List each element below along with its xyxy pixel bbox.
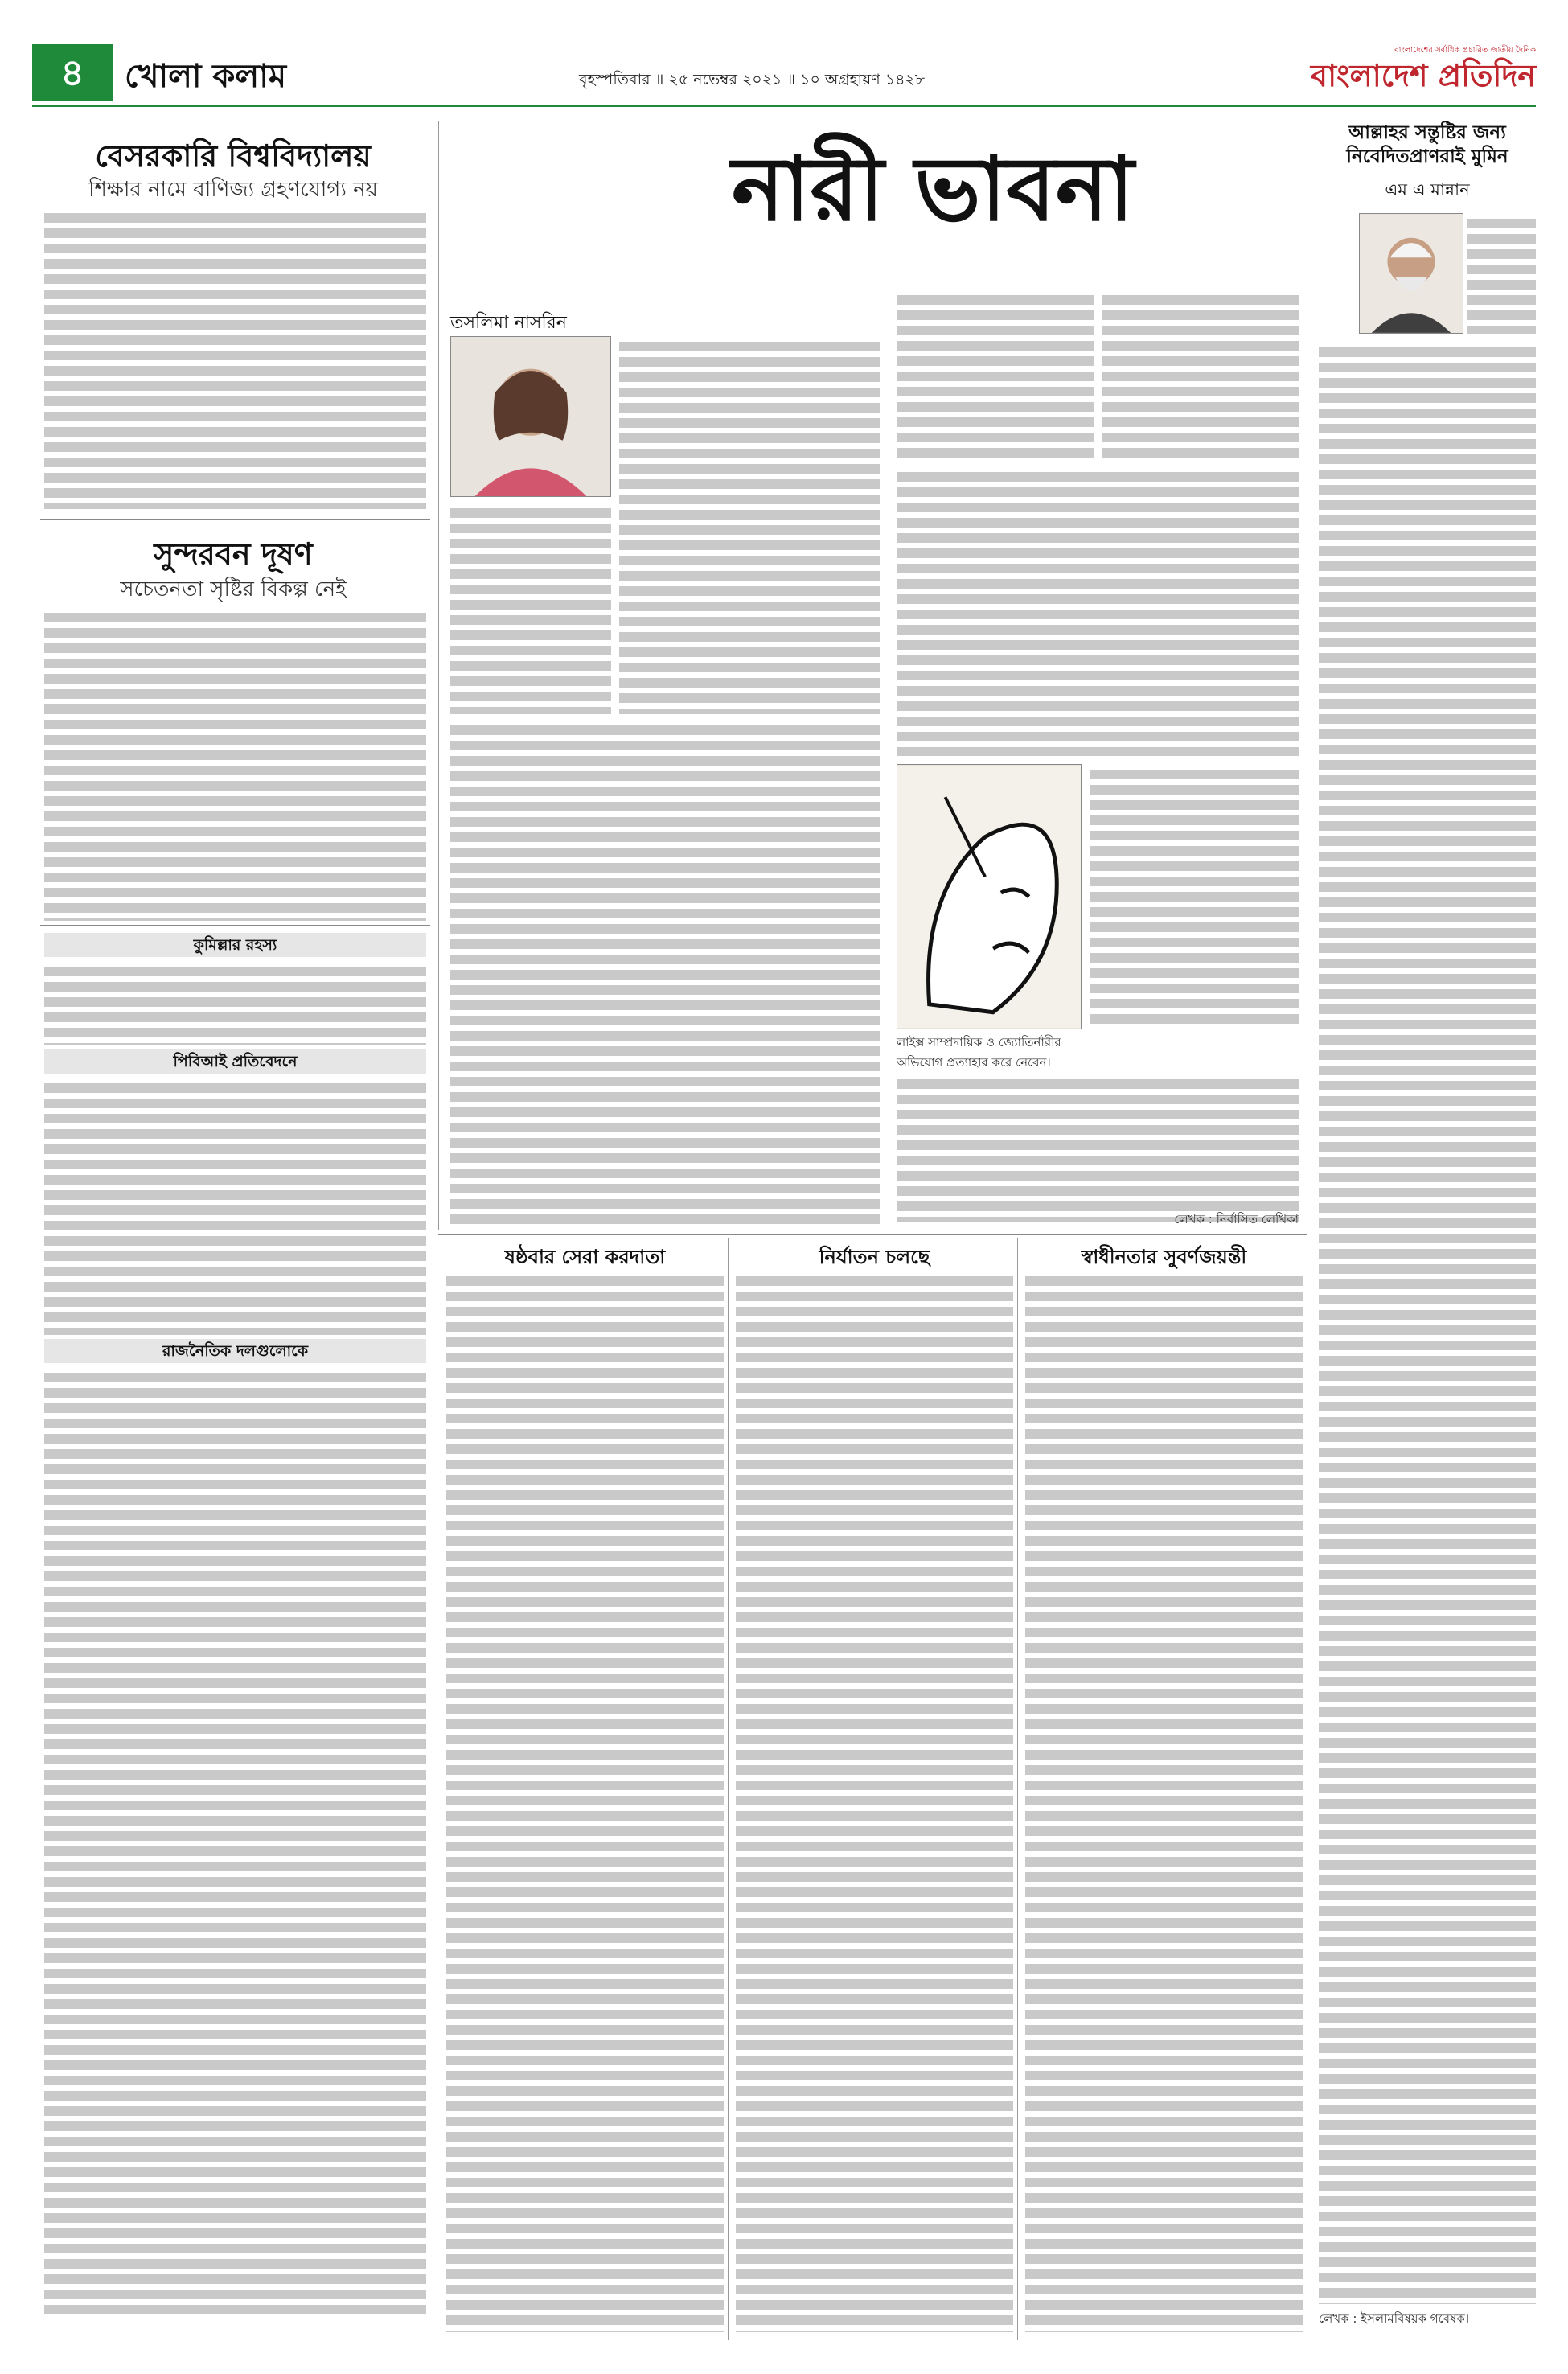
- right-article-author: এম এ মান্নান: [1385, 180, 1470, 199]
- right-article-title: আল্লাহর সন্তুষ্টির জন্য নিবেদিতপ্রাণরাই মুমিন: [1346, 122, 1508, 167]
- brand-logo: [1270, 44, 1536, 101]
- dateline: বৃহস্পতিবার ॥ ২৫ নভেম্বর ২০২১ ॥ ১০ অগ্রহায়ণ ১৪২৮: [579, 71, 926, 88]
- masthead: [32, 44, 1536, 101]
- brand-tagline: বাংলাদেশের সর্বাধিক প্রচারিত জাতীয় দৈনিক: [1394, 46, 1536, 55]
- section-divider: [438, 1234, 1307, 1235]
- page-number: ৪: [32, 44, 113, 101]
- news1-heading: কুমিল্লার রহস্য: [44, 933, 426, 957]
- article-col2-lower: [897, 1074, 1299, 1222]
- right-author-photo: [1359, 213, 1463, 334]
- article-col3-top: [1102, 290, 1299, 458]
- article-title: নারী ভাবনা: [731, 138, 1135, 240]
- article-col1-left: [450, 503, 611, 714]
- editorial1-body: [44, 207, 426, 509]
- column-divider: [728, 1238, 729, 2340]
- news3-body: [44, 1367, 426, 2316]
- right-article-intro: [1467, 213, 1536, 334]
- illustration-face-icon: [897, 765, 1081, 1029]
- block2-title: নির্যাতন চলছে: [819, 1246, 930, 1268]
- right-author-note: লেখক : ইসলামবিষয়ক গবেষক।: [1319, 2311, 1470, 2326]
- author-byline: তসলিমা নাসরিন: [450, 313, 567, 333]
- author-photo: [450, 336, 611, 497]
- editorial2-body: [44, 607, 426, 921]
- article-col2-mid: [1090, 764, 1299, 1029]
- block1-title: ষষ্ঠবার সেরা করদাতা: [504, 1246, 666, 1268]
- block3-title: স্বাধীনতার সুবর্ণজয়ন্তী: [1081, 1246, 1247, 1268]
- block2-body: [736, 1271, 1013, 2332]
- masthead-rule: [32, 105, 1536, 107]
- article-col1-lower: [450, 720, 880, 1226]
- author-portrait-icon: [451, 337, 610, 496]
- article-author-note: লেখক : নির্বাসিত লেখিকা: [1174, 1212, 1299, 1226]
- news3-heading: রাজনৈতিক দলগুলোকে: [44, 1339, 426, 1363]
- block1-body: [446, 1271, 724, 2332]
- right-article-body: [1319, 342, 1536, 2304]
- news1-body: [44, 961, 426, 1045]
- editorial2-title: সুন্দরবন দূষণ: [154, 536, 313, 572]
- news2-heading: পিবিআই প্রতিবেদনে: [44, 1049, 426, 1074]
- column-divider: [438, 121, 439, 1230]
- news2-body: [44, 1078, 426, 1335]
- block3-body: [1025, 1271, 1303, 2332]
- author-portrait-icon: [1360, 214, 1463, 333]
- section-divider: [40, 519, 430, 520]
- article-col1-top: [619, 336, 880, 714]
- editorial2-subtitle: সচেতনতা সৃষ্টির বিকল্প নেই: [120, 577, 347, 602]
- section-name: খোলা কলাম: [125, 58, 287, 95]
- editorial1-subtitle: শিক্ষার নামে বাণিজ্য গ্রহণযোগ্য নয়: [88, 178, 378, 202]
- brand-name: বাংলাদেশ প্রতিদিন: [1310, 58, 1536, 93]
- section-divider: [40, 925, 430, 926]
- editorial1-title: বেসরকারি বিশ্ববিদ্যালয়: [95, 138, 371, 174]
- article-col2-top: [897, 466, 1299, 756]
- article-illustration: [897, 764, 1082, 1029]
- column-divider: [1017, 1238, 1018, 2340]
- article-col2-head: [897, 290, 1094, 458]
- illustration-caption: লাইক্স সাম্প্রদায়িক ও জ্যোতির্নারীর অভিযোগ প্রত্যাহার করে নেবেন।: [897, 1035, 1061, 1070]
